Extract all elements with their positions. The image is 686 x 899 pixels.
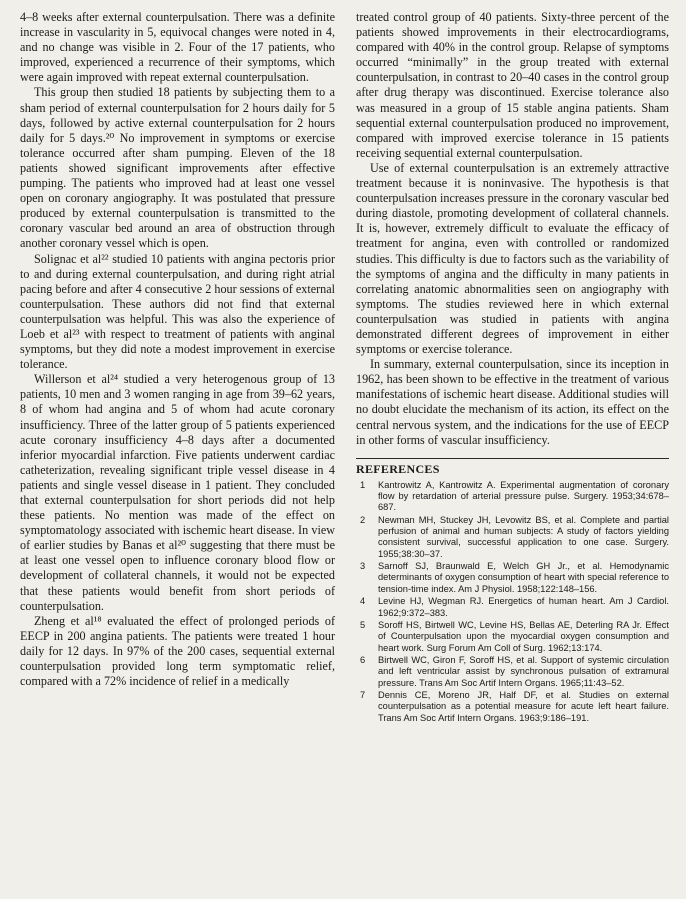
body-paragraph: Use of external counterpulsation is an extremely attractive treatment because it is noninvasive. The hypothesis is that counterpulsation increases pressure in the coronary vascular bed during diastole, promoting development of collateral channels. It is, however, extremely difficult to evaluate the efficacy of treatment for angina, even with controlled or randomized studies. This difficulty is due to factors such as the variability of the symptoms of angina and the difficulty in many patients in correlating anatomic abnormalities seen on angiography with symptoms. The studies reviewed here in which external counterpulsation was studied in patients with angina demonstrated different degrees of improvement in either symptoms or exercise tolerance.: [356, 160, 669, 357]
reference-number: 4: [360, 596, 366, 607]
body-paragraph: Solignac et al²² studied 10 patients with angina pectoris prior to and during external counterpulsation, and during right atrial pacing before and after 4 consecutive 2 hour sessions of external counterpulsation. These authors did not find that external counterpulsation was helpful. This was also the experience of Loeb et al²³ with respect to treatment of patients with anginal symptoms, but they did note a modest improvement in exercise tolerance.: [20, 251, 335, 372]
left-column: [20, 10, 335, 689]
reference-text: Newman MH, Stuckey JH, Levowitz BS, et al. Complete and partial perfusion of animal and human subjects: A study of factors yielding consistent survival, successful application to one case. Surgery. 1955;38:30–37.: [378, 514, 669, 559]
reference-item: [356, 596, 669, 619]
reference-number: 5: [360, 619, 366, 630]
references-section: [356, 458, 669, 724]
body-paragraph: treated control group of 40 patients. Sixty-three percent of the patients showed improvements in their electrocardiograms, compared with 40% in the control group. Relapse of symptoms occurred “minimally” in the group treated with external counterpulsation, in contrast to 20–40 cases in the control group after drug therapy was discontinued. Exercise tolerance also was measured in a group of 15 stable angina patients. Sham sequential external counterpulsation produced no improvement, compared with improved exercise tolerance in 15 patients receiving sequential external counterpulsation.: [356, 10, 669, 160]
reference-text: Dennis CE, Moreno JR, Half DF, et al. Studies on external counterpulsation as a potential measure for acute left heart failure. Trans Am Soc Artif Intern Organs. 1963;9:186–191.: [378, 689, 669, 723]
reference-number: 2: [360, 514, 366, 525]
body-paragraph: 4–8 weeks after external counterpulsation. There was a definite increase in vascularity in 5, equivocal changes were noted in 4, and no change was visible in 2. Four of the 17 patients, who improved, experienced a recurrence of their symptoms, which were again improved with repeat external counterpulsation.: [20, 10, 335, 85]
reference-item: [356, 620, 669, 654]
right-column: [356, 10, 669, 725]
body-paragraph: Willerson et al²⁴ studied a very heterogenous group of 13 patients, 10 men and 3 women ranging in age from 39–62 years, 8 of whom had angina and 5 of whom had acute coronary insufficiency. Three of the latter group of 5 patients experienced acute coronary insufficiency 4–8 days after a documented inferior myocardial infarction. Five patients underwent cardiac catheterization, revealing significant triple vessel disease in 4 patients and single vessel disease in 1 patient. They concluded that external counterpulsation for short periods did not help these patients. No mention was made of the effect on symptomatology associated with ischemic heart disease. In view of earlier studies by Banas et al²⁰ suggesting that there must be at least one vessel open to influence coronary blood flow or development of collateral channels, it would not be expected that these patients would benefit from short periods of counterpulsation.: [20, 372, 335, 613]
reference-item: [356, 561, 669, 595]
reference-number: 3: [360, 561, 366, 572]
body-paragraph: This group then studied 18 patients by subjecting them to a sham period of external counterpulsation for 2 hours daily for 5 days, followed by active external counterpulsation for 2 hours daily for 5 days.²⁰ No improvement in symptoms or exercise tolerance occurred after sham pumping. Eleven of the 18 patients showed significant improvements after effective pumping. The patients who improved had at least one vessel open on coronary angiography. It was postulated that pressure produced by external counterpulsation is transmitted to the coronary vascular bed around an area of obstruction through another coronary vessel which is open.: [20, 85, 335, 251]
reference-text: Birtwell WC, Giron F, Soroff HS, et al. Support of systemic circulation and left ventricular assist by synchronous pulsation of extramural pressure. Trans Am Soc Artif Intern Organs. 1965;11:43–52.: [378, 654, 669, 688]
reference-text: Levine HJ, Wegman RJ. Energetics of human heart. Am J Cardiol. 1962;9:372–383.: [378, 596, 669, 618]
reference-number: 6: [360, 654, 366, 665]
reference-number: 1: [360, 479, 366, 490]
reference-text: Kantrowitz A, Kantrowitz A. Experimental augmentation of coronary flow by retardation of arterial pressure pulse. Surgery. 1953;34:678–687.: [378, 479, 669, 513]
references-heading: REFERENCES: [356, 461, 440, 476]
body-paragraph: Zheng et al¹⁸ evaluated the effect of prolonged periods of EECP in 200 angina patients. The patients were treated 1 hour daily for 12 days. In 97% of the 200 cases, sequential external counterpulsation provided long term symptomatic relief, compared with a 72% incidence of relief in a medically: [20, 613, 335, 689]
reference-text: Soroff HS, Birtwell WC, Levine HS, Bellas AE, Deterling RA Jr. Effect of Counterpulsation upon the myocardial oxygen consumption and heart work. Surg Forum Am Coll of Surg. 1962;13:174.: [378, 619, 669, 653]
reference-item: [356, 655, 669, 689]
reference-number: 7: [360, 689, 366, 700]
body-paragraph: In summary, external counterpulsation, since its inception in 1962, has been shown to be effective in the treatment of various manifestations of ischemic heart disease. Additional studies will no doubt elucidate the mechanism of its action, its effect on the central nervous system, and the indications for the use of EECP in other forms of vascular insufficiency.: [356, 357, 669, 447]
reference-item: [356, 515, 669, 560]
reference-text: Sarnoff SJ, Braunwald E, Welch GH Jr., et al. Hemodynamic determinants of oxygen consumption of heart with special reference to tension-time index. Am J Physiol. 1958;122:148–156.: [378, 561, 669, 594]
reference-item: [356, 480, 669, 514]
reference-item: [356, 690, 669, 724]
